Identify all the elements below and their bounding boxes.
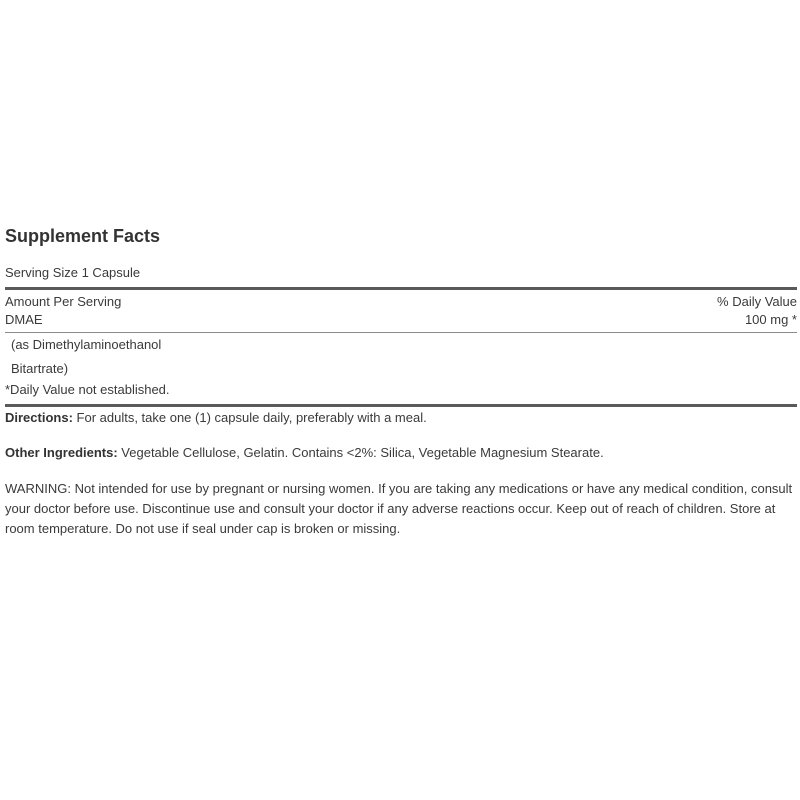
ingredient-amount: 100 mg * [744, 312, 797, 327]
directions-text: For adults, take one (1) capsule daily, preferably with a meal. [72, 410, 427, 425]
serving-size: Serving Size 1 Capsule [5, 265, 141, 280]
directions [5, 407, 797, 426]
ingredient-source [5, 333, 797, 381]
daily-value-label: % Daily Value [717, 294, 797, 309]
ingredient-row [5, 311, 797, 332]
ingredient-source-line-1: (as Dimethylaminoethanol [11, 337, 162, 352]
supplement-facts-panel [5, 224, 797, 539]
panel-title: Supplement Facts [5, 226, 161, 246]
directions-label: Directions: [5, 410, 73, 425]
ingredient-source-line-2: Bitartrate) [11, 361, 69, 376]
warning-text: WARNING: Not intended for use by pregnant or nursing women. If you are taking any medications or have any medical condition, consult your doctor before use. Discontinue use and consult your doctor if any adverse reactions occur. Keep out of reach of children. Store at room temperature. Do not use if seal under cap is broken or missing. [5, 481, 793, 536]
daily-value-footnote: *Daily Value not established. [5, 382, 170, 397]
other-ingredients [5, 445, 797, 461]
table-header-row [5, 290, 797, 311]
other-ingredients-text: Vegetable Cellulose, Gelatin. Contains <2%: Silica, Vegetable Magnesium Stearate. [117, 445, 604, 460]
amount-per-serving-label: Amount Per Serving [5, 294, 122, 309]
ingredient-name: DMAE [5, 312, 43, 327]
other-ingredients-label: Other Ingredients: [5, 445, 118, 460]
